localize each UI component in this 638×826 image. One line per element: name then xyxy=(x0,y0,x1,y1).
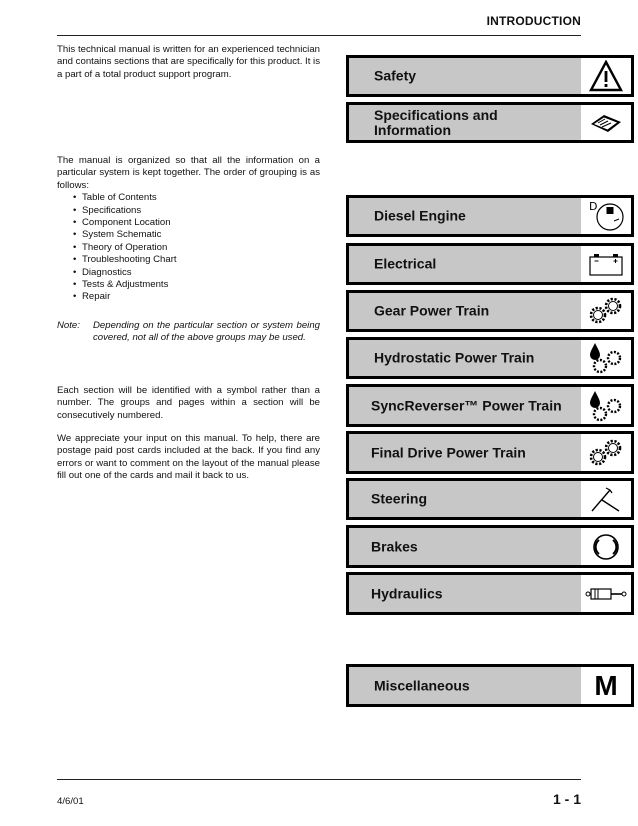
note-text: Depending on the particular section or system being covered, not all of the above groups may be used. xyxy=(93,320,320,344)
tab-label: Electrical xyxy=(374,255,437,272)
organization-block xyxy=(57,155,320,304)
tab-label: Brakes xyxy=(371,538,418,554)
tab-label: Diesel Engine xyxy=(374,207,466,224)
tab-steering[interactable] xyxy=(346,478,634,520)
feedback-text: We appreciate your input on this manual. To help, there are postage paid post cards included at the back. If you find any errors or want to comment on the layout of the manual please fill out one of the cards and mail it back to us. xyxy=(57,433,320,482)
note-block xyxy=(57,320,320,345)
footer-date: 4/6/01 xyxy=(57,796,84,807)
tab-syncreverser-power-train[interactable] xyxy=(346,384,634,427)
tab-label: Safety xyxy=(374,67,417,84)
tab-hydraulics[interactable] xyxy=(346,572,634,615)
tab-label: Hydraulics xyxy=(371,585,443,601)
section-title: INTRODUCTION xyxy=(486,14,581,28)
tab-label: Specifications and Information xyxy=(374,106,498,138)
organization-text: The manual is organized so that all the information on a particular system is kept together. The order of grouping is as follows: xyxy=(57,155,320,191)
list-item: • Table of Contents xyxy=(73,192,320,204)
letter-m-icon xyxy=(581,667,631,704)
intro-text: This technical manual is written for an experienced technician and contains sections that are specifically for this product. It is a part of a total product support program. xyxy=(57,44,320,80)
tab-label: Hydrostatic Power Train xyxy=(374,349,535,366)
tab-final-drive-power-train[interactable] xyxy=(346,431,634,474)
tab-electrical[interactable] xyxy=(346,243,634,285)
tab-label: Final Drive Power Train xyxy=(371,444,526,460)
svg-text:D: D xyxy=(589,200,598,213)
letter-m-glyph: M xyxy=(594,669,618,701)
hydraulic-cylinder-icon xyxy=(581,575,631,612)
brake-drum-icon xyxy=(581,528,631,565)
warning-triangle-icon xyxy=(581,58,631,94)
list-item: • Tests & Adjustments xyxy=(73,279,320,291)
hydrostatic-gears-icon xyxy=(581,387,631,424)
tab-safety[interactable] xyxy=(346,55,634,97)
page-number: 1 - 1 xyxy=(552,791,581,807)
list-item: • Specifications xyxy=(73,205,320,217)
tab-hydrostatic-power-train[interactable] xyxy=(346,337,634,379)
note-label: Note: xyxy=(57,320,80,331)
footer-divider xyxy=(57,779,581,780)
group-list xyxy=(57,192,320,304)
battery-icon xyxy=(581,246,631,282)
specification-book-icon xyxy=(581,105,631,140)
list-item: • Repair xyxy=(73,291,320,303)
symbol-text: Each section will be identified with a symbol rather than a number. The groups and pages within a section will be consecutively numbered. xyxy=(57,385,320,421)
tab-gear-power-train[interactable] xyxy=(346,290,634,332)
tab-specifications-and-information[interactable] xyxy=(346,102,634,143)
tab-label: Miscellaneous xyxy=(374,677,470,693)
feedback-paragraph xyxy=(57,433,320,483)
diesel-engine-gauge-icon xyxy=(581,198,631,234)
tab-diesel-engine[interactable] xyxy=(346,195,634,237)
gears-icon xyxy=(581,434,631,471)
hydrostatic-gears-icon xyxy=(581,340,631,376)
tab-miscellaneous[interactable] xyxy=(346,664,634,707)
list-item: • Theory of Operation xyxy=(73,242,320,254)
tab-label: Gear Power Train xyxy=(374,302,490,319)
list-item: • Troubleshooting Chart xyxy=(73,254,320,266)
tab-label: SyncReverser™ Power Train xyxy=(371,397,562,413)
gears-icon xyxy=(581,293,631,329)
tab-brakes[interactable] xyxy=(346,525,634,568)
intro-paragraph xyxy=(57,44,320,81)
tab-label: Steering xyxy=(371,490,428,507)
list-item: • Component Location xyxy=(73,217,320,229)
symbol-paragraph xyxy=(57,385,320,422)
header-divider xyxy=(57,35,581,36)
steering-icon xyxy=(581,481,631,517)
list-item: • Diagnostics xyxy=(73,267,320,279)
list-item: • System Schematic xyxy=(73,229,320,241)
